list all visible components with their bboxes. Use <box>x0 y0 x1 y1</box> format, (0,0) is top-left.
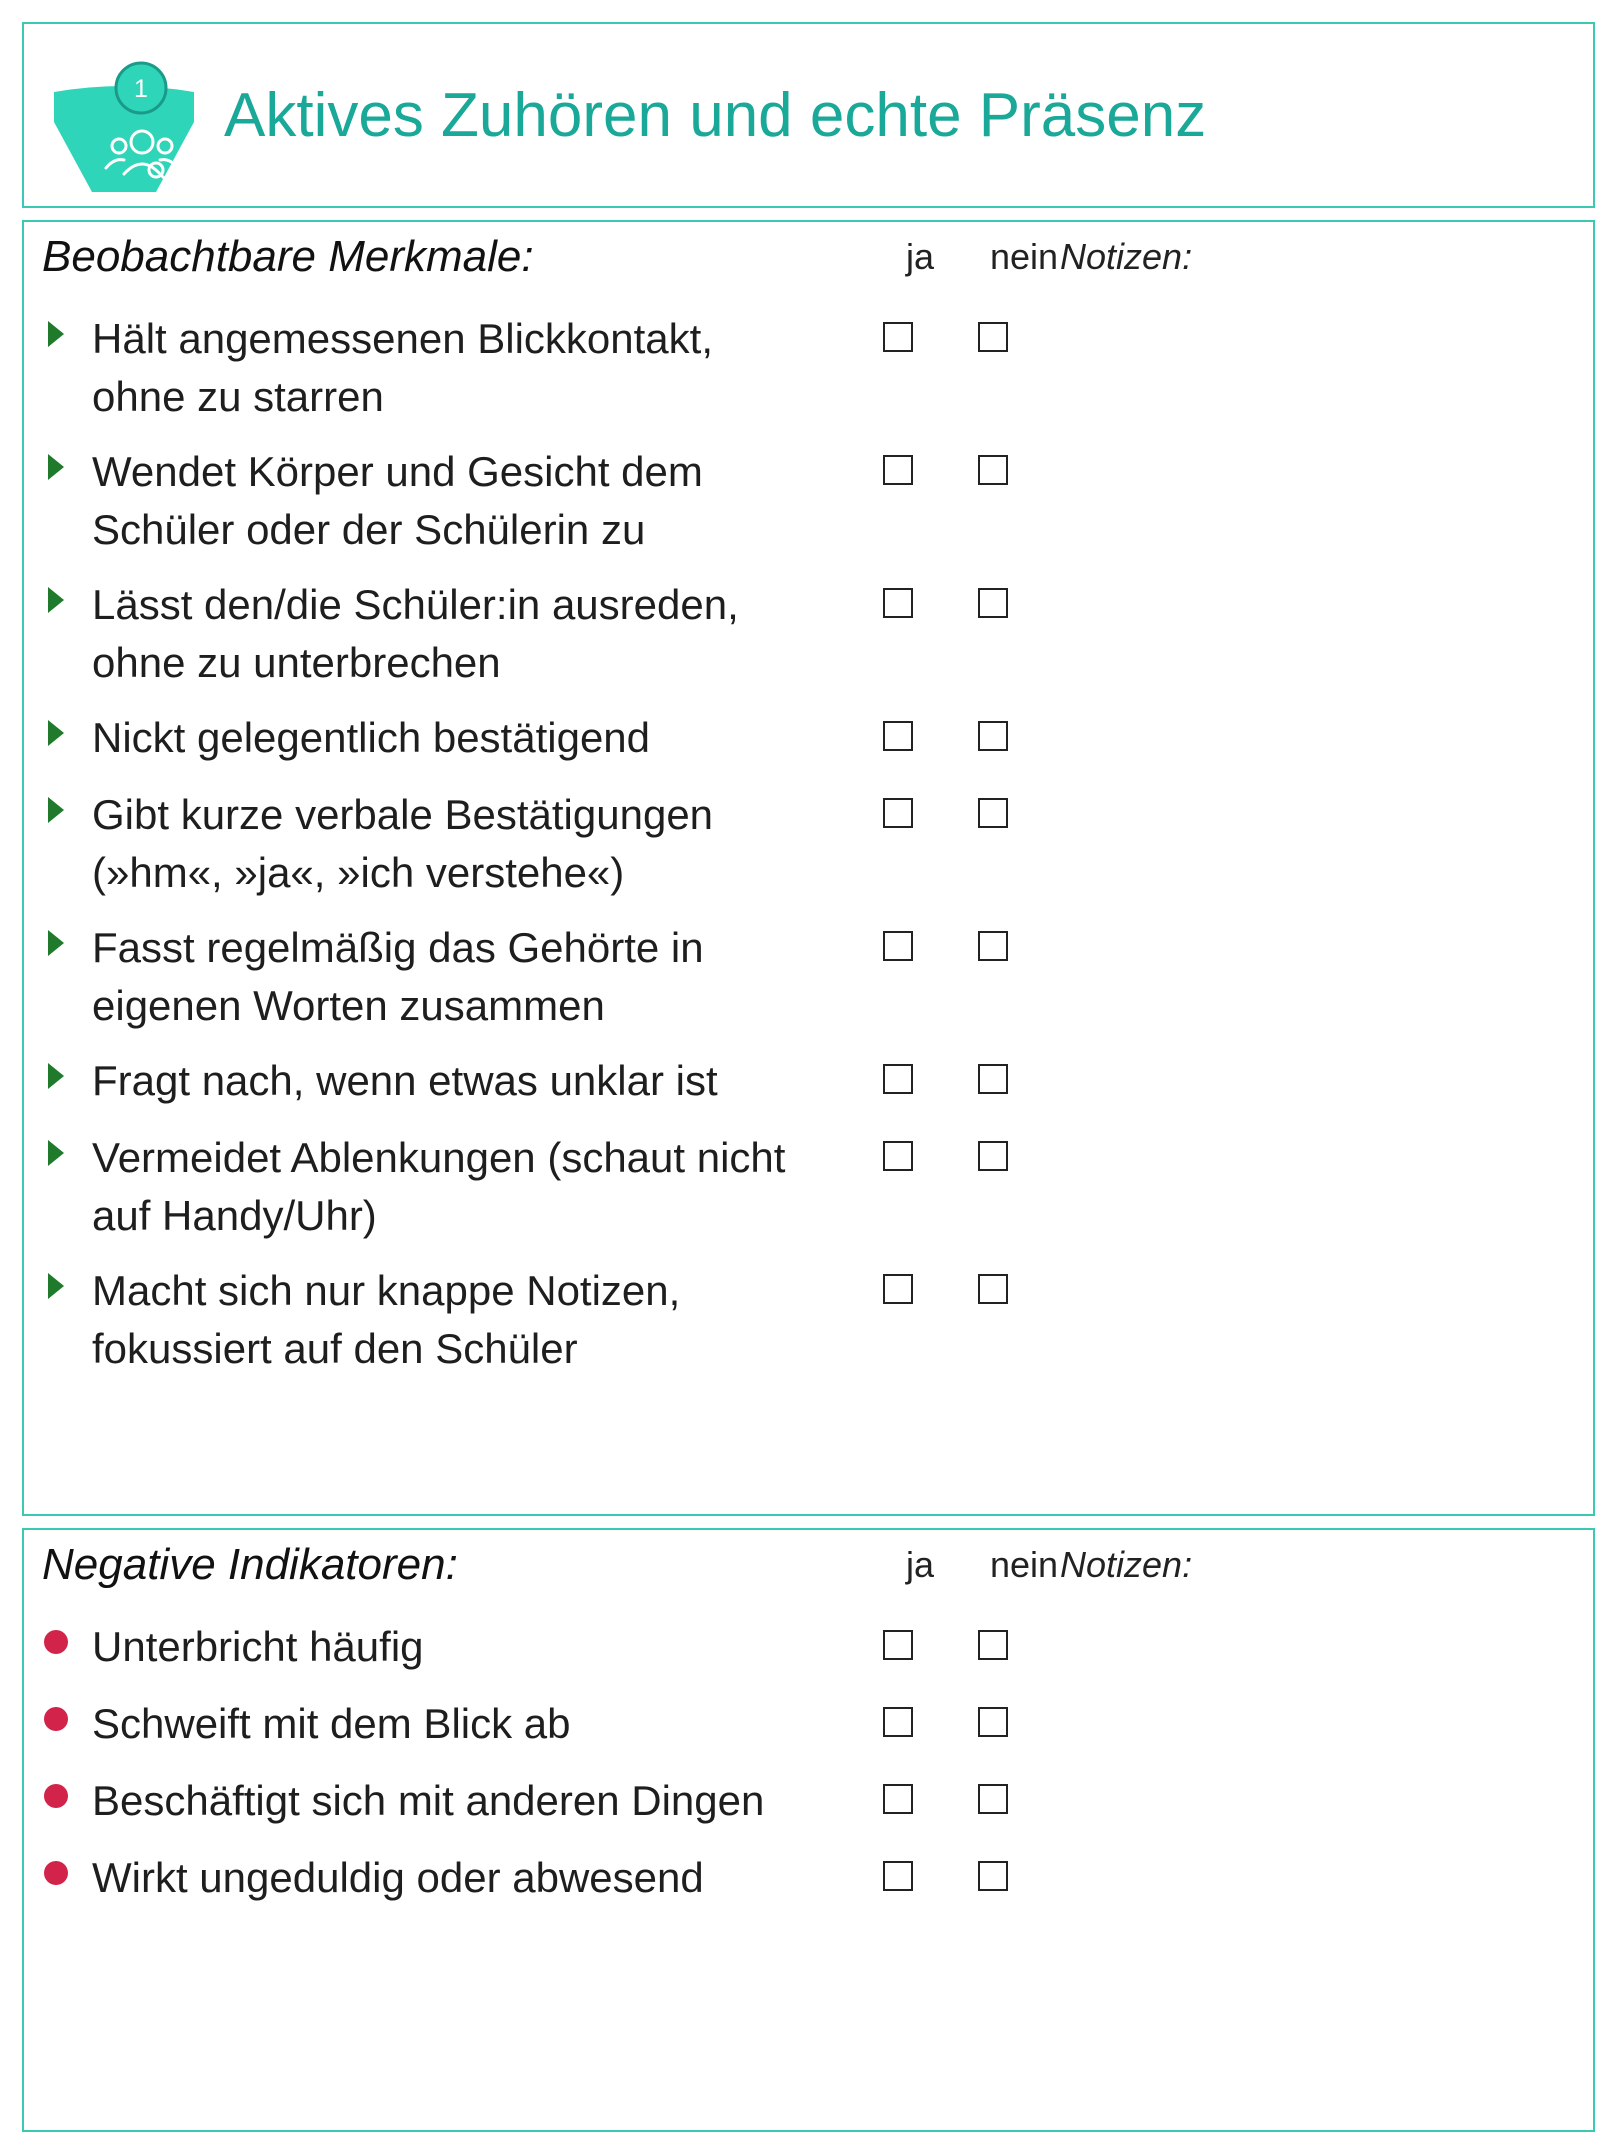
badge-number: 1 <box>134 75 148 103</box>
item-text: Vermeidet Ablenkungen (schaut nicht auf Handy/Uhr) <box>92 1134 786 1239</box>
green-arrow-icon <box>48 587 64 613</box>
checkbox-nein[interactable] <box>978 1630 1008 1660</box>
checkbox-nein[interactable] <box>978 1861 1008 1891</box>
column-header-nein: nein <box>989 1544 1059 1585</box>
checkbox-ja[interactable] <box>883 1630 913 1660</box>
checkbox-ja[interactable] <box>883 1861 913 1891</box>
checkbox-nein[interactable] <box>978 721 1008 751</box>
checkbox-ja[interactable] <box>883 798 913 828</box>
checkbox-ja[interactable] <box>883 1274 913 1304</box>
checkbox-nein[interactable] <box>978 1784 1008 1814</box>
item-text: Fasst regelmäßig das Gehörte in eigenen Worten zusammen <box>92 924 704 1029</box>
column-header-ja: ja <box>905 236 935 277</box>
item-text: Schweift mit dem Blick ab <box>92 1700 571 1747</box>
item-text: Fragt nach, wenn etwas unklar ist <box>92 1057 718 1104</box>
checkbox-nein[interactable] <box>978 588 1008 618</box>
column-header-nein: nein <box>989 236 1059 277</box>
item-text: Wirkt ungeduldig oder abwesend <box>92 1854 704 1901</box>
green-arrow-icon <box>48 797 64 823</box>
red-dot-icon <box>44 1861 68 1885</box>
green-arrow-icon <box>48 321 64 347</box>
negative-section <box>22 1528 1595 2132</box>
item-text: Hält angemessenen Blickkontakt, ohne zu starren <box>92 315 713 420</box>
checkbox-ja[interactable] <box>883 455 913 485</box>
green-arrow-icon <box>48 1140 64 1166</box>
checkbox-nein[interactable] <box>978 455 1008 485</box>
checkbox-ja[interactable] <box>883 721 913 751</box>
page-title: Aktives Zuhören und echte Präsenz <box>224 81 1207 150</box>
green-arrow-icon <box>48 1063 64 1089</box>
checkbox-ja[interactable] <box>883 931 913 961</box>
checkbox-ja[interactable] <box>883 588 913 618</box>
checkbox-nein[interactable] <box>978 322 1008 352</box>
item-text: Beschäftigt sich mit anderen Dingen <box>92 1777 765 1824</box>
checkbox-nein[interactable] <box>978 1064 1008 1094</box>
green-arrow-icon <box>48 720 64 746</box>
checkbox-nein[interactable] <box>978 798 1008 828</box>
header-panel <box>22 22 1595 208</box>
item-text: Unterbricht häufig <box>92 1623 424 1670</box>
item-text: Nickt gelegentlich bestätigend <box>92 714 651 761</box>
checkbox-ja[interactable] <box>883 1784 913 1814</box>
green-arrow-icon <box>48 1273 64 1299</box>
green-arrow-icon <box>48 454 64 480</box>
checkbox-nein[interactable] <box>978 1141 1008 1171</box>
checkbox-ja[interactable] <box>883 1064 913 1094</box>
item-text: Wendet Körper und Gesicht dem Schüler oder der Schülerin zu <box>92 448 703 553</box>
checkbox-nein[interactable] <box>978 931 1008 961</box>
red-dot-icon <box>44 1630 68 1654</box>
observable-heading: Beobachtbare Merkmale: <box>42 232 534 281</box>
item-text: Lässt den/die Schüler:in ausreden, ohne zu unterbrechen <box>92 581 739 686</box>
red-dot-icon <box>44 1707 68 1731</box>
column-header-notes: Notizen: <box>1060 236 1193 277</box>
checkbox-nein[interactable] <box>978 1707 1008 1737</box>
item-text: Macht sich nur knappe Notizen, fokussiert auf den Schüler <box>92 1267 681 1372</box>
column-header-notes: Notizen: <box>1060 1544 1193 1585</box>
observable-section <box>22 220 1595 1516</box>
item-text: Gibt kurze verbale Bestätigungen (»hm«, »ja«, »ich verstehe«) <box>92 791 714 896</box>
negative-heading: Negative Indikatoren: <box>42 1540 458 1589</box>
checkbox-ja[interactable] <box>883 1707 913 1737</box>
checkbox-nein[interactable] <box>978 1274 1008 1304</box>
checkbox-ja[interactable] <box>883 1141 913 1171</box>
section-badge <box>44 44 204 194</box>
column-header-ja: ja <box>905 1544 935 1585</box>
red-dot-icon <box>44 1784 68 1808</box>
checkbox-ja[interactable] <box>883 322 913 352</box>
green-arrow-icon <box>48 930 64 956</box>
